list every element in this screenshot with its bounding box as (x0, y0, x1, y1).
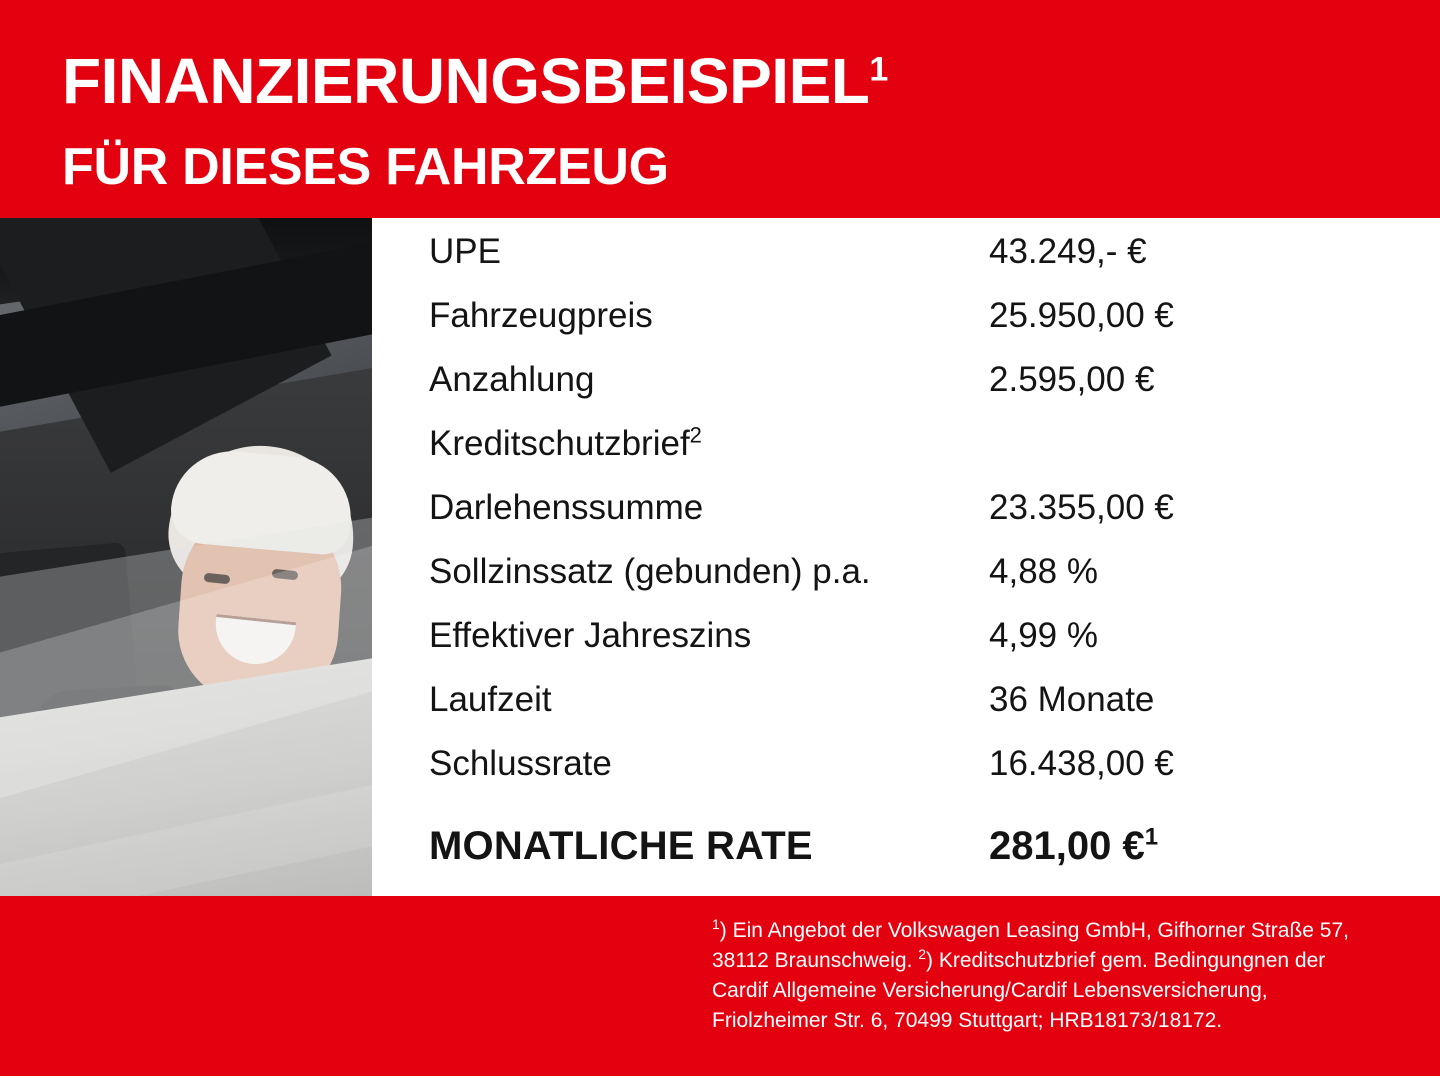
table-row (372, 232, 1440, 296)
footnote-marker-1: 1 (712, 916, 720, 932)
table-row (372, 680, 1440, 744)
row-label (429, 232, 989, 272)
header-title-line1 (62, 45, 888, 117)
row-label-text: Effektiver Jahreszins (429, 616, 752, 655)
table-row (372, 424, 1440, 488)
table-row (372, 296, 1440, 360)
row-value: 43.249,- € (989, 232, 1147, 271)
row-value: 4,99 % (989, 616, 1098, 655)
row-label (429, 488, 989, 528)
bottom-edge (0, 1076, 1440, 1080)
row-label-text: Schlussrate (429, 744, 612, 783)
row-label (429, 616, 989, 656)
row-value: 16.438,00 € (989, 744, 1174, 783)
table-row (372, 360, 1440, 424)
table-row (372, 552, 1440, 616)
footnote-text-2: ) Kreditschutzbrief gem. Bedingungnen der Cardif Allgemeine Versicherung/Cardif Lebensversicherung, Friolzheimer Str. 6, 70499 Stuttgart; HRB18173/18172. (712, 949, 1326, 1032)
row-label-text: Kreditschutzbrief (429, 424, 690, 463)
row-value: 2.595,00 € (989, 360, 1155, 399)
row-label-text: UPE (429, 232, 501, 271)
row-label (429, 296, 989, 336)
row-label (429, 552, 989, 592)
row-label-footnote-marker: 2 (689, 422, 702, 448)
header-title-footnote-marker: 1 (869, 50, 888, 89)
monthly-rate-amount: 281,00 € (989, 823, 1145, 868)
footnote-marker-2: 2 (918, 946, 927, 962)
financing-table-panel (372, 218, 1440, 896)
header-title-text: FINANZIERUNGSBEISPIEL (62, 45, 870, 117)
row-label-text: Laufzeit (429, 680, 552, 719)
monthly-rate-footnote-marker: 1 (1144, 823, 1159, 851)
row-label-text: Darlehenssumme (429, 488, 704, 527)
footnote (712, 916, 1352, 1036)
row-label (429, 360, 989, 400)
monthly-rate-label: MONATLICHE RATE (429, 823, 813, 868)
financing-table (372, 232, 1440, 884)
row-label-text: Anzahlung (429, 360, 595, 399)
table-row (372, 488, 1440, 552)
table-row (372, 744, 1440, 808)
row-value: 36 Monate (989, 680, 1155, 719)
row-label (429, 744, 989, 784)
table-row (372, 616, 1440, 680)
row-label (429, 424, 989, 464)
row-label (429, 680, 989, 720)
monthly-rate-row (372, 808, 1440, 884)
footnote-text-1: ) Ein Angebot der Volkswagen Leasing GmbH, Gifhorner Straße 57, 38112 Braunschweig. (712, 919, 1349, 972)
row-label-text: Sollzinssatz (gebunden) p.a. (429, 552, 871, 591)
header-title-line2: FÜR DIESES FAHRZEUG (62, 138, 669, 196)
row-value: 23.355,00 € (989, 488, 1174, 527)
monthly-rate-value (989, 824, 1158, 869)
row-value: 4,88 % (989, 552, 1098, 591)
row-value: 25.950,00 € (989, 296, 1174, 335)
vehicle-photo (0, 218, 372, 896)
poster-header (0, 0, 1440, 218)
row-label-text: Fahrzeugpreis (429, 296, 653, 335)
